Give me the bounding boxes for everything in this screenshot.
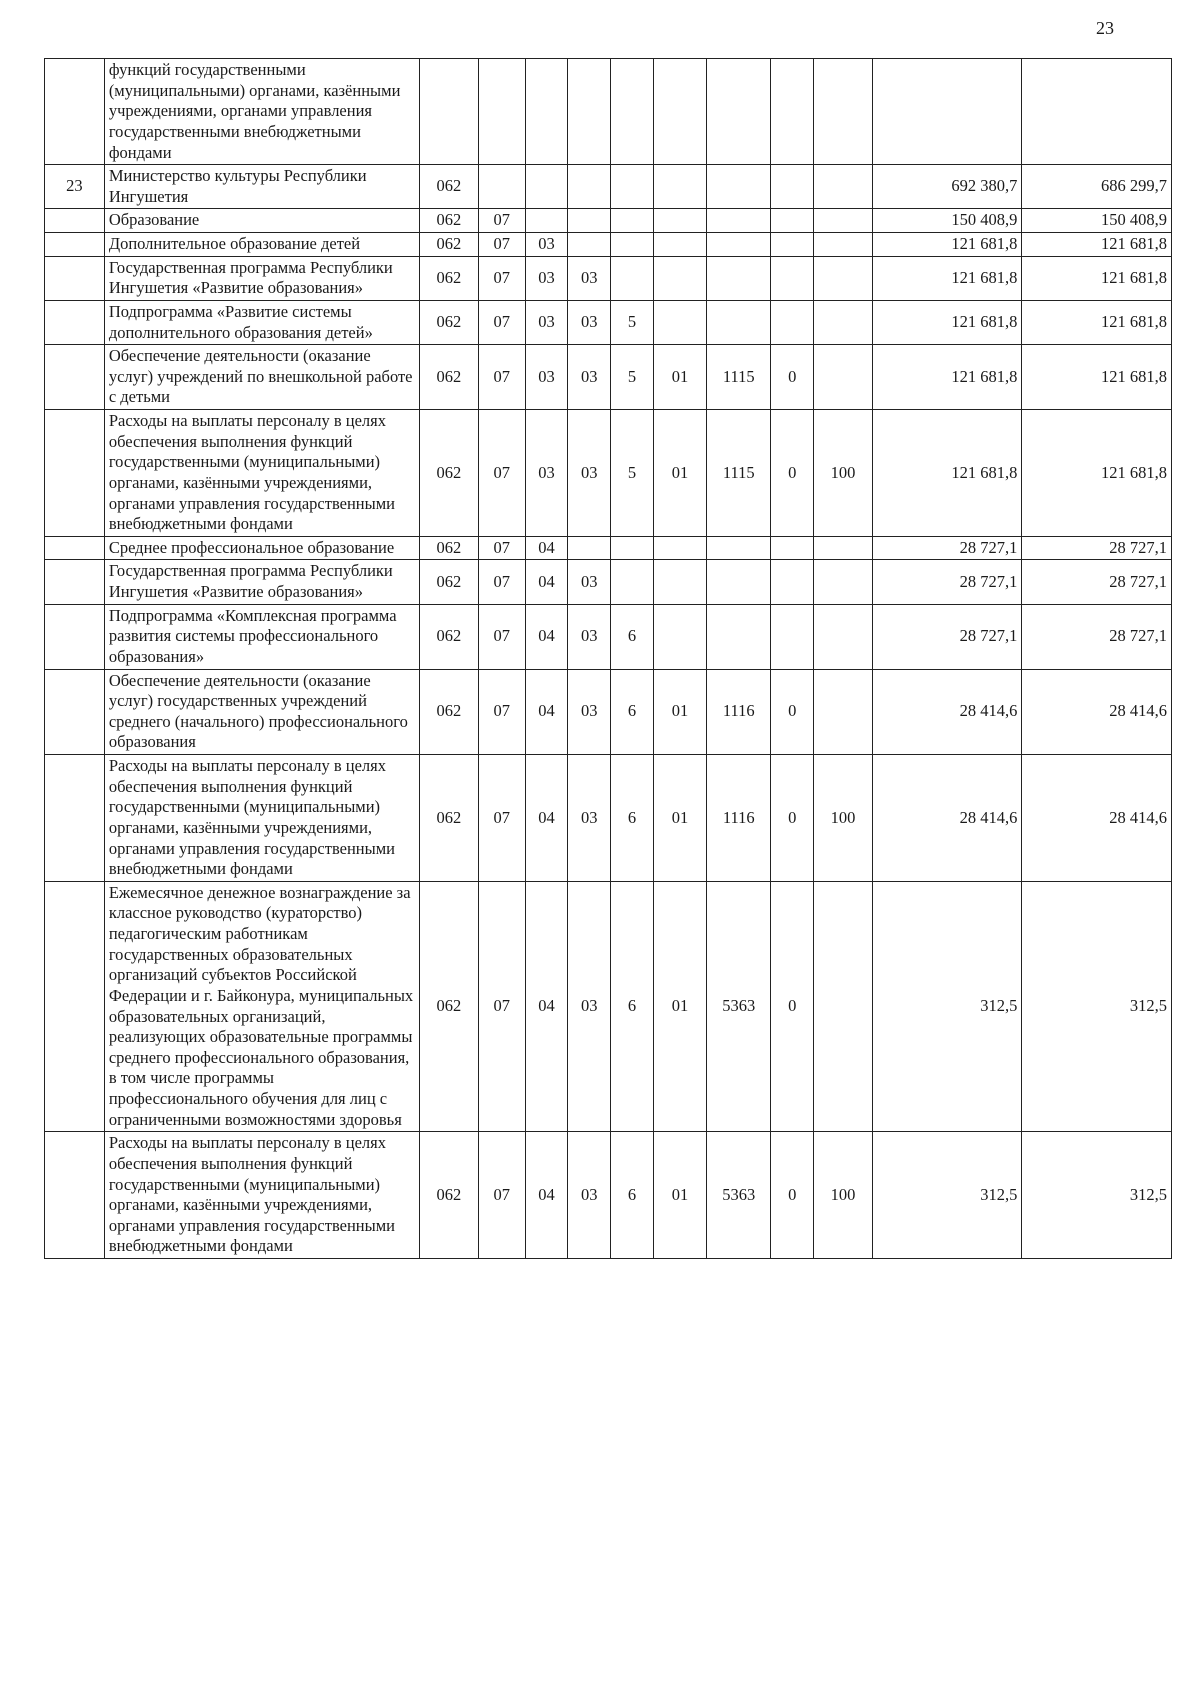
subprogram-code — [611, 560, 654, 604]
table-row — [45, 59, 1172, 165]
program-code — [568, 233, 611, 257]
subsection-code: 04 — [525, 560, 568, 604]
amount-year-1: 692 380,7 — [872, 165, 1022, 209]
amount-year-1: 121 681,8 — [872, 410, 1022, 537]
row-number — [45, 604, 105, 669]
budget-table — [44, 58, 1172, 1259]
amount-year-2: 28 727,1 — [1022, 604, 1172, 669]
row-number — [45, 536, 105, 560]
amount-year-2: 121 681,8 — [1022, 233, 1172, 257]
amount-year-2: 312,5 — [1022, 881, 1172, 1132]
amount-year-1: 121 681,8 — [872, 345, 1022, 410]
activity-code: 01 — [653, 345, 706, 410]
expense-type-code — [814, 345, 873, 410]
subprogram-code: 6 — [611, 755, 654, 882]
subprogram-code: 6 — [611, 669, 654, 755]
ministry-code: 062 — [419, 560, 478, 604]
direction-suffix-code — [771, 209, 814, 233]
row-name: Подпрограмма «Развитие системы дополнительного образования детей» — [104, 300, 419, 344]
subsection-code — [525, 209, 568, 233]
direction-code — [707, 560, 771, 604]
program-code: 03 — [568, 669, 611, 755]
program-code — [568, 536, 611, 560]
activity-code — [653, 256, 706, 300]
direction-code: 1116 — [707, 669, 771, 755]
section-code: 07 — [478, 300, 525, 344]
amount-year-1: 150 408,9 — [872, 209, 1022, 233]
table-row — [45, 669, 1172, 755]
section-code: 07 — [478, 233, 525, 257]
direction-suffix-code — [771, 536, 814, 560]
subsection-code: 03 — [525, 345, 568, 410]
row-number: 23 — [45, 165, 105, 209]
subsection-code: 03 — [525, 410, 568, 537]
direction-code — [707, 604, 771, 669]
direction-code — [707, 536, 771, 560]
page-number: 23 — [1096, 18, 1114, 38]
ministry-code: 062 — [419, 165, 478, 209]
table-row — [45, 209, 1172, 233]
ministry-code: 062 — [419, 755, 478, 882]
subprogram-code — [611, 165, 654, 209]
activity-code — [653, 536, 706, 560]
ministry-code: 062 — [419, 669, 478, 755]
row-name: Расходы на выплаты персоналу в целях обеспечения выполнения функций государственными (муниципальными) органами, казёнными учреждениями, органами управления государственными внебюджетными фондами — [104, 1132, 419, 1259]
ministry-code: 062 — [419, 209, 478, 233]
amount-year-2: 150 408,9 — [1022, 209, 1172, 233]
table-row — [45, 560, 1172, 604]
row-name: Образование — [104, 209, 419, 233]
activity-code — [653, 59, 706, 165]
amount-year-2: 28 414,6 — [1022, 755, 1172, 882]
direction-suffix-code — [771, 233, 814, 257]
subprogram-code: 6 — [611, 1132, 654, 1259]
table-row — [45, 345, 1172, 410]
section-code: 07 — [478, 345, 525, 410]
subprogram-code — [611, 233, 654, 257]
row-number — [45, 233, 105, 257]
row-name: Обеспечение деятельности (оказание услуг) учреждений по внешкольной работе с детьми — [104, 345, 419, 410]
row-name: Министерство культуры Республики Ингушетия — [104, 165, 419, 209]
amount-year-1: 312,5 — [872, 881, 1022, 1132]
expense-type-code — [814, 233, 873, 257]
direction-suffix-code: 0 — [771, 410, 814, 537]
subprogram-code: 5 — [611, 410, 654, 537]
subsection-code: 04 — [525, 755, 568, 882]
amount-year-2: 312,5 — [1022, 1132, 1172, 1259]
amount-year-1: 121 681,8 — [872, 233, 1022, 257]
table-row — [45, 536, 1172, 560]
amount-year-1: 121 681,8 — [872, 300, 1022, 344]
program-code — [568, 209, 611, 233]
direction-code — [707, 165, 771, 209]
section-code: 07 — [478, 209, 525, 233]
expense-type-code: 100 — [814, 410, 873, 537]
amount-year-1: 28 414,6 — [872, 669, 1022, 755]
program-code — [568, 165, 611, 209]
section-code: 07 — [478, 881, 525, 1132]
activity-code: 01 — [653, 755, 706, 882]
amount-year-2: 121 681,8 — [1022, 300, 1172, 344]
amount-year-1: 312,5 — [872, 1132, 1022, 1259]
expense-type-code — [814, 165, 873, 209]
ministry-code: 062 — [419, 1132, 478, 1259]
subprogram-code — [611, 209, 654, 233]
expense-type-code — [814, 300, 873, 344]
row-name: Дополнительное образование детей — [104, 233, 419, 257]
amount-year-2: 121 681,8 — [1022, 345, 1172, 410]
table-row — [45, 604, 1172, 669]
direction-code: 1115 — [707, 410, 771, 537]
amount-year-2: 28 727,1 — [1022, 536, 1172, 560]
direction-suffix-code — [771, 300, 814, 344]
activity-code — [653, 560, 706, 604]
amount-year-2: 686 299,7 — [1022, 165, 1172, 209]
ministry-code — [419, 59, 478, 165]
table-row — [45, 233, 1172, 257]
table-row — [45, 165, 1172, 209]
table-row — [45, 410, 1172, 537]
table-row — [45, 300, 1172, 344]
direction-code — [707, 300, 771, 344]
activity-code: 01 — [653, 410, 706, 537]
subsection-code: 04 — [525, 536, 568, 560]
ministry-code: 062 — [419, 300, 478, 344]
direction-suffix-code: 0 — [771, 1132, 814, 1259]
direction-suffix-code: 0 — [771, 881, 814, 1132]
expense-type-code — [814, 560, 873, 604]
direction-suffix-code — [771, 59, 814, 165]
program-code: 03 — [568, 345, 611, 410]
activity-code: 01 — [653, 881, 706, 1132]
subprogram-code — [611, 59, 654, 165]
subprogram-code: 5 — [611, 345, 654, 410]
expense-type-code: 100 — [814, 1132, 873, 1259]
activity-code — [653, 300, 706, 344]
section-code: 07 — [478, 410, 525, 537]
amount-year-2: 121 681,8 — [1022, 256, 1172, 300]
subsection-code — [525, 59, 568, 165]
program-code: 03 — [568, 256, 611, 300]
amount-year-2: 28 414,6 — [1022, 669, 1172, 755]
row-name: функций государственными (муниципальными) органами, казёнными учреждениями, органами управления государственными внебюджетными фондами — [104, 59, 419, 165]
expense-type-code — [814, 209, 873, 233]
row-number — [45, 755, 105, 882]
amount-year-1: 28 727,1 — [872, 604, 1022, 669]
direction-code — [707, 209, 771, 233]
ministry-code: 062 — [419, 536, 478, 560]
program-code: 03 — [568, 881, 611, 1132]
amount-year-1: 28 414,6 — [872, 755, 1022, 882]
direction-suffix-code — [771, 560, 814, 604]
section-code: 07 — [478, 755, 525, 882]
direction-suffix-code — [771, 256, 814, 300]
activity-code — [653, 604, 706, 669]
activity-code — [653, 233, 706, 257]
direction-suffix-code: 0 — [771, 755, 814, 882]
table-row — [45, 755, 1172, 882]
ministry-code: 062 — [419, 233, 478, 257]
row-number — [45, 256, 105, 300]
subprogram-code — [611, 536, 654, 560]
direction-code: 5363 — [707, 1132, 771, 1259]
activity-code: 01 — [653, 1132, 706, 1259]
subprogram-code: 6 — [611, 881, 654, 1132]
program-code: 03 — [568, 1132, 611, 1259]
subsection-code: 04 — [525, 669, 568, 755]
subsection-code: 04 — [525, 604, 568, 669]
row-number — [45, 209, 105, 233]
row-name: Среднее профессиональное образование — [104, 536, 419, 560]
activity-code: 01 — [653, 669, 706, 755]
expense-type-code — [814, 881, 873, 1132]
row-number — [45, 345, 105, 410]
expense-type-code: 100 — [814, 755, 873, 882]
subprogram-code: 6 — [611, 604, 654, 669]
direction-code: 5363 — [707, 881, 771, 1132]
direction-suffix-code: 0 — [771, 669, 814, 755]
amount-year-1: 28 727,1 — [872, 560, 1022, 604]
ministry-code: 062 — [419, 256, 478, 300]
section-code — [478, 59, 525, 165]
section-code: 07 — [478, 560, 525, 604]
section-code: 07 — [478, 256, 525, 300]
amount-year-2: 28 727,1 — [1022, 560, 1172, 604]
ministry-code: 062 — [419, 345, 478, 410]
row-name: Обеспечение деятельности (оказание услуг) государственных учреждений среднего (начального) профессионального образования — [104, 669, 419, 755]
direction-suffix-code — [771, 604, 814, 669]
program-code: 03 — [568, 300, 611, 344]
row-number — [45, 881, 105, 1132]
section-code: 07 — [478, 669, 525, 755]
amount-year-1: 121 681,8 — [872, 256, 1022, 300]
direction-code: 1115 — [707, 345, 771, 410]
amount-year-2: 121 681,8 — [1022, 410, 1172, 537]
expense-type-code — [814, 604, 873, 669]
subsection-code: 03 — [525, 300, 568, 344]
ministry-code: 062 — [419, 410, 478, 537]
program-code: 03 — [568, 604, 611, 669]
row-number — [45, 560, 105, 604]
row-name: Государственная программа Республики Ингушетия «Развитие образования» — [104, 256, 419, 300]
subprogram-code — [611, 256, 654, 300]
row-name: Расходы на выплаты персоналу в целях обеспечения выполнения функций государственными (муниципальными) органами, казёнными учреждениями, органами управления государственными внебюджетными фондами — [104, 755, 419, 882]
expense-type-code — [814, 59, 873, 165]
section-code: 07 — [478, 604, 525, 669]
amount-year-1 — [872, 59, 1022, 165]
program-code — [568, 59, 611, 165]
direction-code — [707, 233, 771, 257]
row-number — [45, 669, 105, 755]
row-number — [45, 300, 105, 344]
direction-suffix-code — [771, 165, 814, 209]
activity-code — [653, 165, 706, 209]
program-code: 03 — [568, 560, 611, 604]
subsection-code: 04 — [525, 1132, 568, 1259]
row-number — [45, 1132, 105, 1259]
subsection-code — [525, 165, 568, 209]
row-name: Ежемесячное денежное вознаграждение за классное руководство (кураторство) педагогическим работникам государственных образовательных организаций субъектов Российской Федерации и г. Байконура, муниципальных образовательных организаций, реализующих образовательные программы среднего профессионального образования, в том числе программы профессионального обучения для лиц с ограниченными возможностями здоровья — [104, 881, 419, 1132]
table-row — [45, 1132, 1172, 1259]
row-name: Подпрограмма «Комплексная программа развития системы профессионального образования» — [104, 604, 419, 669]
table-row — [45, 256, 1172, 300]
row-number — [45, 59, 105, 165]
section-code: 07 — [478, 536, 525, 560]
direction-code: 1116 — [707, 755, 771, 882]
program-code: 03 — [568, 410, 611, 537]
subsection-code: 03 — [525, 256, 568, 300]
program-code: 03 — [568, 755, 611, 882]
amount-year-2 — [1022, 59, 1172, 165]
amount-year-1: 28 727,1 — [872, 536, 1022, 560]
row-name: Расходы на выплаты персоналу в целях обеспечения выполнения функций государственными (муниципальными) органами, казёнными учреждениями, органами управления государственными внебюджетными фондами — [104, 410, 419, 537]
expense-type-code — [814, 536, 873, 560]
expense-type-code — [814, 256, 873, 300]
row-name: Государственная программа Республики Ингушетия «Развитие образования» — [104, 560, 419, 604]
activity-code — [653, 209, 706, 233]
ministry-code: 062 — [419, 881, 478, 1132]
direction-code — [707, 59, 771, 165]
expense-type-code — [814, 669, 873, 755]
subsection-code: 03 — [525, 233, 568, 257]
ministry-code: 062 — [419, 604, 478, 669]
subsection-code: 04 — [525, 881, 568, 1132]
direction-code — [707, 256, 771, 300]
subprogram-code: 5 — [611, 300, 654, 344]
direction-suffix-code: 0 — [771, 345, 814, 410]
row-number — [45, 410, 105, 537]
section-code: 07 — [478, 1132, 525, 1259]
table-row — [45, 881, 1172, 1132]
section-code — [478, 165, 525, 209]
